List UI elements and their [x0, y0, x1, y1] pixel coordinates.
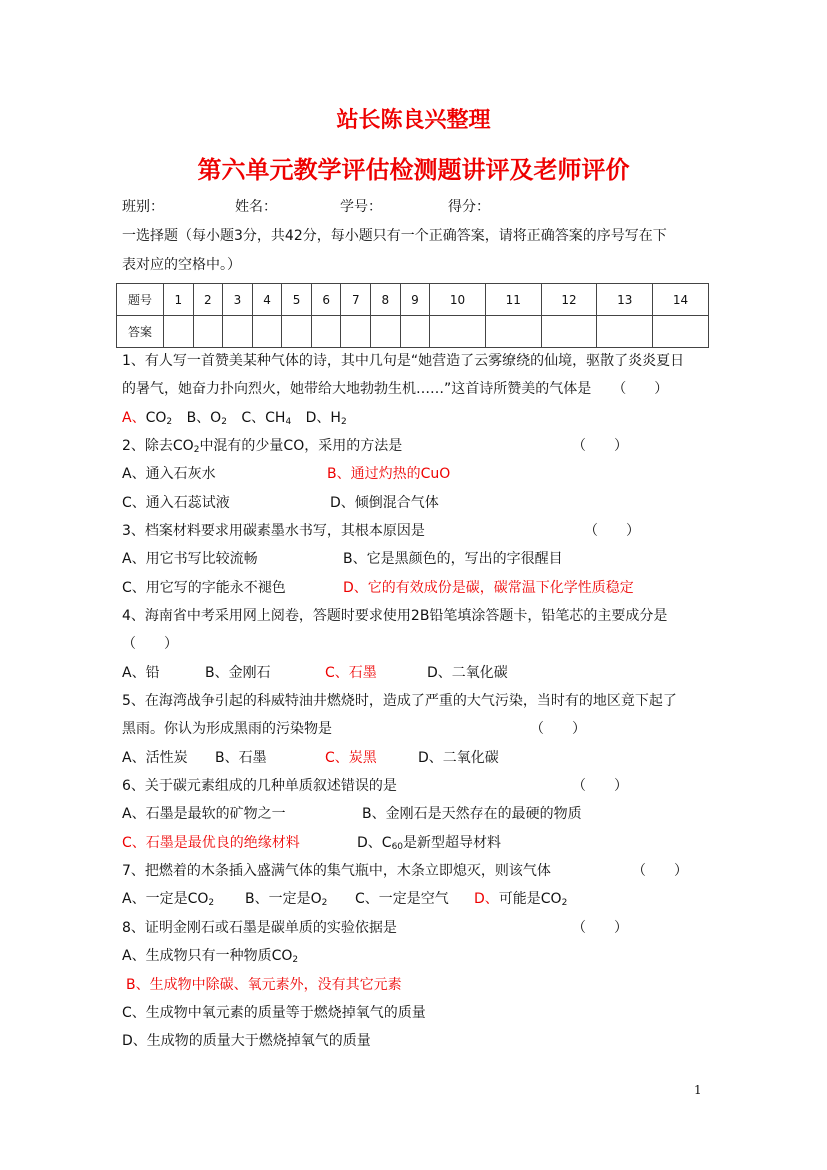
question-number-cell: 13	[597, 284, 653, 316]
answer-table-number-row	[117, 284, 709, 316]
q4-paren: （ ）	[122, 636, 178, 652]
q2-stem-sub: 2	[193, 445, 200, 455]
q3-option-d: D、它的有效成份是碳，碳常温下化学性质稳定	[343, 580, 634, 596]
question-number-cell: 8	[371, 284, 401, 316]
q1-option-d-sub: 2	[340, 417, 347, 427]
q7-option-a-text: A、一定是CO	[122, 891, 209, 907]
q3-stem: 3、档案材料要求用碳素墨水书写，其根本原因是	[122, 523, 425, 539]
answer-cell[interactable]	[371, 316, 401, 348]
q6-option-b: B、金刚石是天然存在的最硬的物质	[362, 806, 582, 822]
q2-stem-pre: 2、除去CO	[122, 438, 194, 454]
answer-cell[interactable]	[485, 316, 541, 348]
question-number-cell: 6	[311, 284, 341, 316]
q1-option-b-sub: 2	[221, 417, 227, 427]
q4-option-c: C、石墨	[325, 665, 377, 681]
q7-option-d-letter: D、	[474, 891, 499, 907]
q6-option-a: A、石墨是最软的矿物之一	[122, 806, 286, 822]
q7-option-a-sub: 2	[208, 898, 215, 908]
q7-option-b-text: B、一定是O	[245, 891, 322, 907]
q3-paren: （ ）	[584, 523, 640, 539]
q1-option-a: CO	[145, 410, 167, 426]
q6-option-c: C、石墨是最优良的绝缘材料	[122, 835, 300, 851]
q8-option-d: D、生成物的质量大于燃烧掉氧气的质量	[122, 1033, 371, 1049]
q8-paren: （ ）	[572, 920, 628, 936]
page-title: 第六单元教学评估检测题讲评及老师评价	[197, 155, 630, 184]
q8-option-b: B、生成物中除碳、氧元素外，没有其它元素	[126, 977, 402, 993]
q4-option-d: D、二氧化碳	[427, 665, 508, 681]
q3-option-c: C、用它写的字能永不褪色	[122, 580, 286, 596]
q4-option-b: B、金刚石	[205, 665, 271, 681]
answer-cell[interactable]	[597, 316, 653, 348]
q2-paren: （ ）	[572, 438, 628, 454]
q7-option-c: C、一定是空气	[355, 891, 449, 907]
q4-stem: 4、海南省中考采用网上阅卷，答题时要求使用2B铅笔填涂答题卡，铅笔芯的主要成分是	[122, 608, 668, 624]
instructions-line1: 一选择题（每小题3分，共42分，每小题只有一个正确答案，请将正确答案的序号写在下	[122, 228, 667, 244]
q3-option-a: A、用它书写比较流畅	[122, 551, 258, 567]
answer-cell[interactable]	[311, 316, 341, 348]
q1-options	[122, 409, 347, 427]
answer-cell[interactable]	[282, 316, 312, 348]
question-number-cell: 3	[223, 284, 253, 316]
q5-paren: （ ）	[530, 721, 586, 737]
answer-cell[interactable]	[430, 316, 486, 348]
question-number-header: 题号	[117, 284, 164, 316]
q6-paren: （ ）	[572, 778, 628, 794]
q5-option-d: D、二氧化碳	[418, 750, 499, 766]
question-number-cell: 7	[341, 284, 371, 316]
page-number: 1	[694, 1083, 702, 1097]
answer-table-answer-row	[117, 316, 709, 348]
q5-stem-line1: 5、在海湾战争引起的科威特油井燃烧时，造成了严重的大气污染，当时有的地区竟下起了	[122, 693, 677, 709]
q2-stem-post: 中混有的少量CO，采用的方法是	[199, 438, 403, 454]
q6-option-d-pre: D、C	[357, 835, 392, 851]
q3-option-b: B、它是黑颜色的，写出的字很醒目	[343, 551, 563, 567]
q7-option-d-text: 可能是CO	[498, 891, 562, 907]
q6-option-d-post: 是新型超导材料	[403, 835, 502, 851]
q7-option-d-sub: 2	[561, 898, 568, 908]
q5-option-a: A、活性炭	[122, 750, 188, 766]
q2-option-c: C、通入石蕊试液	[122, 495, 230, 511]
q1-option-a-letter: A、	[122, 410, 146, 426]
q5-stem-line2: 黑雨。你认为形成黑雨的污染物是	[122, 721, 332, 737]
q5-option-c: C、炭黑	[325, 750, 377, 766]
question-number-cell: 2	[193, 284, 223, 316]
q2-option-b: B、通过灼热的CuO	[327, 466, 451, 482]
question-number-cell: 12	[541, 284, 597, 316]
answer-cell[interactable]	[400, 316, 430, 348]
answer-table	[116, 283, 709, 348]
q7-option-a	[122, 890, 214, 908]
question-number-cell: 5	[282, 284, 312, 316]
question-number-cell: 9	[400, 284, 430, 316]
q7-option-b	[245, 890, 327, 908]
q7-option-d	[474, 890, 567, 908]
q2-option-d: D、倾倒混合气体	[330, 495, 439, 511]
question-number-cell: 4	[252, 284, 282, 316]
q1-option-d: D、H	[305, 410, 341, 426]
answer-cell[interactable]	[341, 316, 371, 348]
q6-option-d	[357, 834, 501, 852]
answer-cell[interactable]	[541, 316, 597, 348]
q4-option-a: A、铅	[122, 665, 160, 681]
q8-option-a-sub: 2	[292, 955, 299, 965]
q7-stem: 7、把燃着的木条插入盛满气体的集气瓶中，木条立即熄灭，则该气体	[122, 863, 551, 879]
q6-option-d-sub: 60	[391, 842, 404, 852]
q2-stem	[122, 437, 402, 455]
q8-option-a-text: A、生成物只有一种物质CO	[122, 948, 293, 964]
question-number-cell: 1	[164, 284, 194, 316]
score-label: 得分：	[448, 199, 490, 215]
q1-option-c: C、CH	[241, 410, 286, 426]
q1-option-a-sub: 2	[166, 417, 173, 427]
name-label: 姓名：	[235, 199, 277, 215]
q1-stem-line2: 的暑气，她奋力扑向烈火，她带给大地勃勃生机……”这首诗所赞美的气体是 （ ）	[122, 381, 669, 397]
q1-option-b: B、O	[186, 410, 222, 426]
answer-cell[interactable]	[653, 316, 709, 348]
question-number-cell: 10	[430, 284, 486, 316]
question-number-cell: 14	[653, 284, 709, 316]
q8-option-a	[122, 947, 298, 965]
instructions-line2: 表对应的空格中。）	[122, 257, 241, 273]
q7-option-b-sub: 2	[321, 898, 328, 908]
q1-stem-line1: 1、有人写一首赞美某种气体的诗，其中几句是“她营造了云雾缭绕的仙境，驱散了炎炎夏日	[122, 353, 685, 369]
q5-option-b: B、石墨	[215, 750, 267, 766]
q1-option-c-sub: 4	[285, 417, 292, 427]
answer-cell[interactable]	[223, 316, 253, 348]
answer-header: 答案	[117, 316, 164, 348]
answer-cell[interactable]	[252, 316, 282, 348]
q6-stem: 6、关于碳元素组成的几种单质叙述错误的是	[122, 778, 397, 794]
class-label: 班别：	[122, 199, 164, 215]
q7-paren: （ ）	[632, 863, 688, 879]
question-number-cell: 11	[485, 284, 541, 316]
answer-cell[interactable]	[193, 316, 223, 348]
site-title: 站长陈良兴整理	[336, 107, 491, 133]
q8-stem: 8、证明金刚石或石墨是碳单质的实验依据是	[122, 920, 397, 936]
answer-cell[interactable]	[164, 316, 194, 348]
q8-option-c: C、生成物中氧元素的质量等于燃烧掉氧气的质量	[122, 1005, 426, 1021]
student-id-label: 学号：	[340, 199, 382, 215]
q2-option-a: A、通入石灰水	[122, 466, 216, 482]
